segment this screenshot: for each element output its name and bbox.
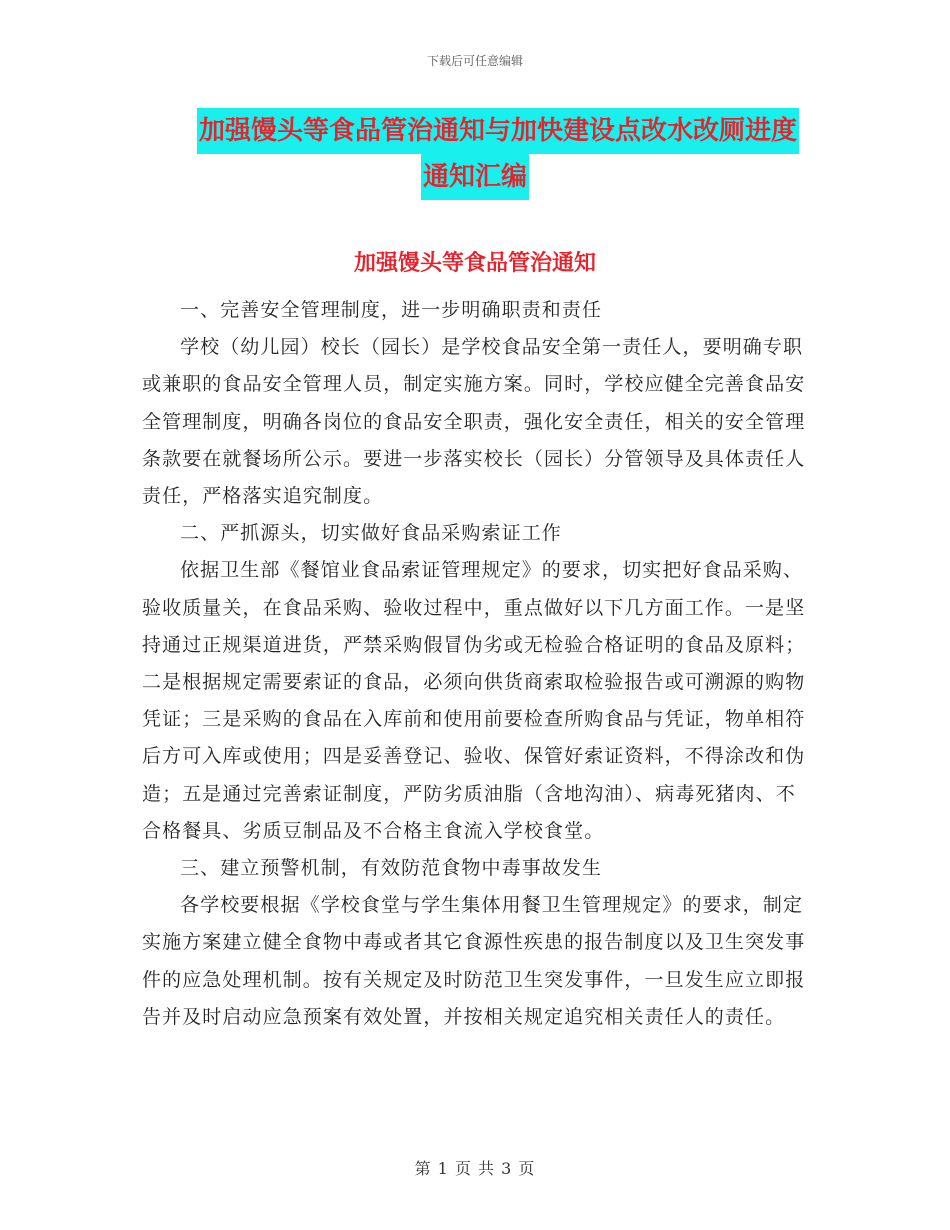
section-title: 加强馒头等食品管治通知: [353, 250, 596, 276]
document-body: [142, 292, 810, 1036]
heading-2: 二、严抓源头，切实做好食品采购索证工作: [180, 522, 562, 545]
heading-1: 一、完善安全管理制度，进一步明确职责和责任: [180, 299, 603, 321]
document-title-line-2: 通知汇编: [421, 154, 529, 200]
page-number: 第 1 页 共 3 页: [414, 1159, 536, 1178]
document-title-line-1: 加强馒头等食品管治通知与加快建设点改水改厕进度: [197, 108, 799, 154]
paragraph-2: 依据卫生部《餐馆业食品索证管理规定》的要求，切实把好食品采购、验收质量关，在食品采购、验收过程中，重点做好以下几方面工作。一是坚持通过正规渠道进货，严禁采购假冒伪劣或无检验合格证明的食品及原料；二是根据规定需要索证的食品，必须向供货商索取检验报告或可溯源的购物凭证；三是采购的食品在入库前和使用前要检查所购食品与凭证，物单相符后方可入库或使用；四是妥善登记、验收、保管好索证资料，不得涂改和伪造；五是通过完善索证制度，严防劣质油脂（含地沟油）、病毒死猪肉、不合格餐具、劣质豆制品及不合格主食流入学校食堂。: [142, 559, 806, 842]
paragraph-1: 学校（幼儿园）校长（园长）是学校食品安全第一责任人，要明确专职或兼职的食品安全管理人员，制定实施方案。同时，学校应健全完善食品安全管理制度，明确各岗位的食品安全职责，强化安全责任，相关的安全管理条款要在就餐场所公示。要进一步落实校长（园长）分管领导及具体责任人责任，严格落实追究制度。: [142, 336, 806, 508]
heading-3: 三、建立预警机制，有效防范食物中毒事故发生: [180, 857, 603, 880]
page-header-note: 下载后可任意编辑: [426, 54, 523, 68]
paragraph-3: 各学校要根据《学校食堂与学生集体用餐卫生管理规定》的要求，制定实施方案建立健全食物中毒或者其它食源性疾患的报告制度以及卫生突发事件的应急处理机制。按有关规定及时防范卫生突发事件，一旦发生应立即报告并及时启动应急预案有效处置，并按相关规定追究相关责任人的责任。: [142, 894, 806, 1028]
document-title: [0, 108, 950, 200]
